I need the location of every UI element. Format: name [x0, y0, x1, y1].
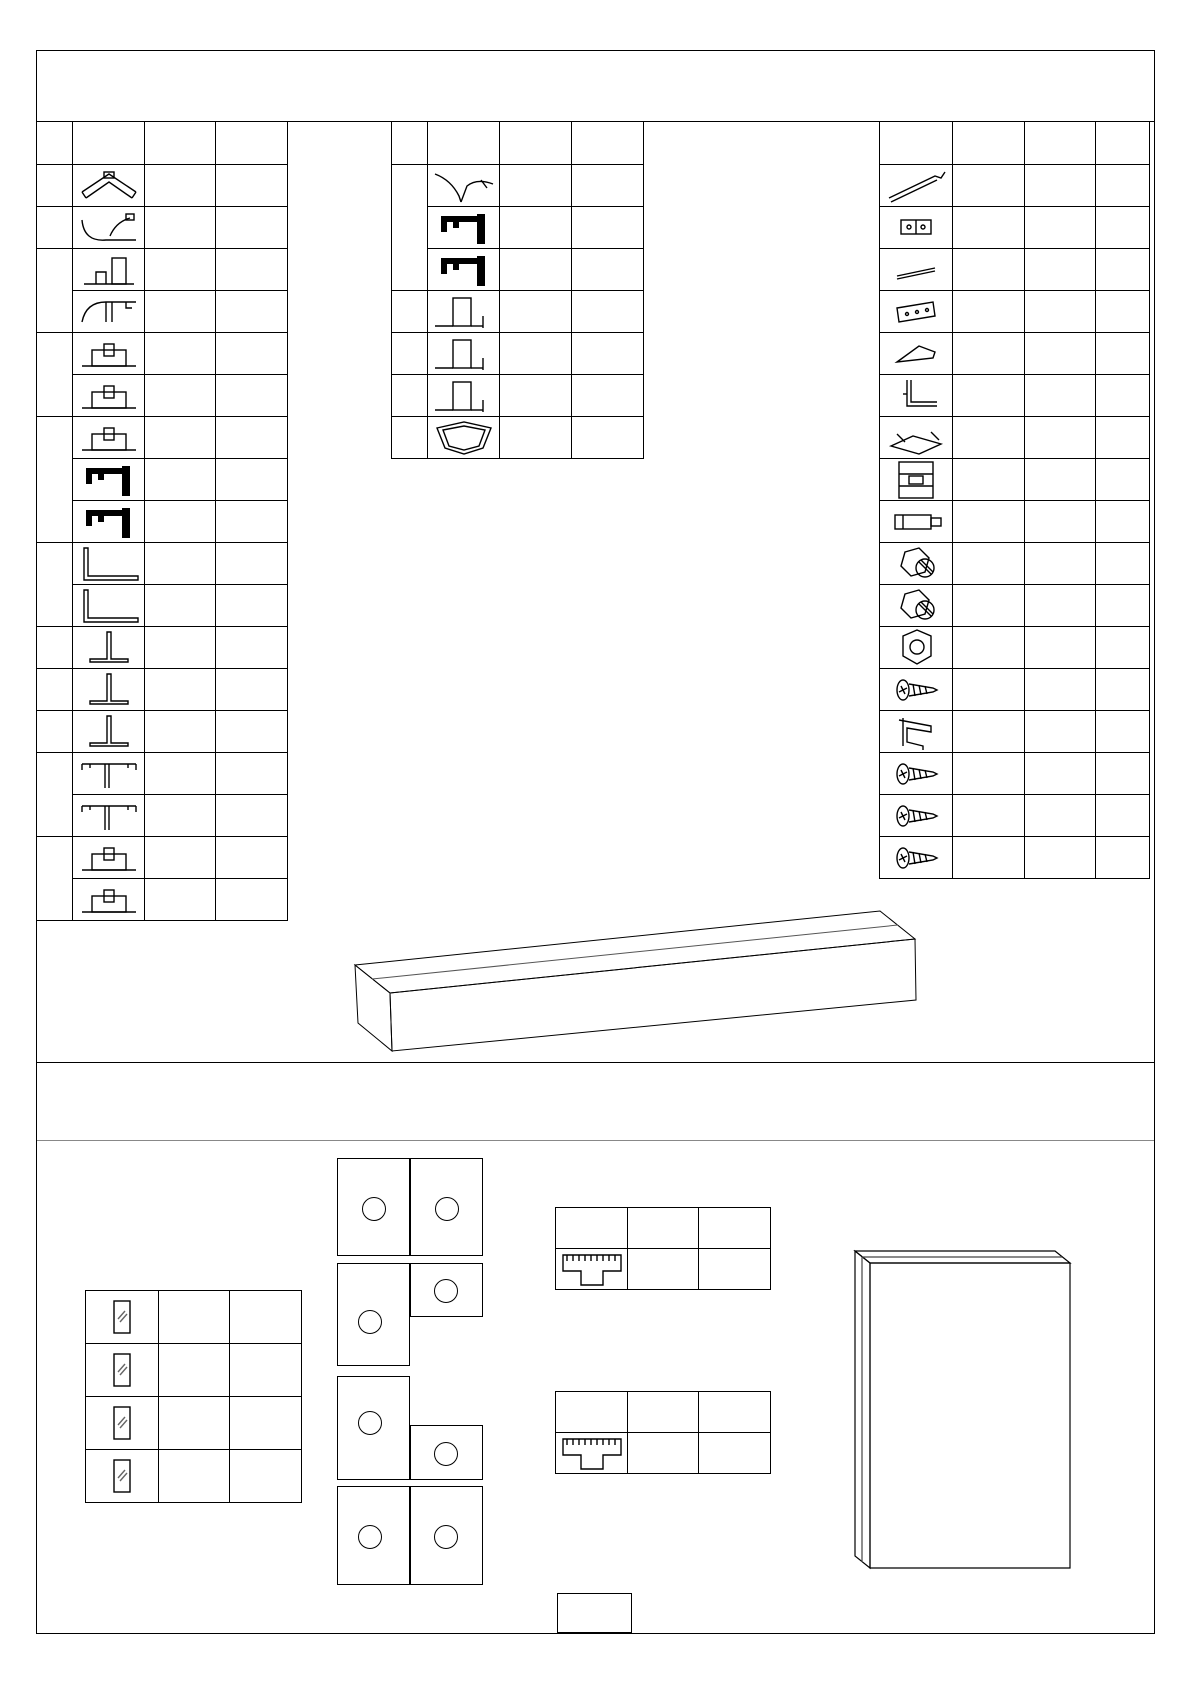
length-cell [216, 543, 288, 585]
spec-cell [953, 249, 1025, 291]
header-cell [628, 1208, 699, 1249]
panel-d2 [410, 1486, 483, 1585]
index-cell [37, 627, 73, 669]
u-channel-profile-icon [428, 334, 499, 374]
table-row [392, 165, 644, 207]
qty-cell [1025, 291, 1096, 333]
header-cell [572, 122, 644, 165]
spec-cell [953, 543, 1025, 585]
length-cell [216, 501, 288, 543]
spec-cell [953, 375, 1025, 417]
gutter-profile-icon [73, 292, 144, 332]
qty-cell [145, 333, 216, 375]
qty-cell [1025, 249, 1096, 291]
brush-seal-profile-icon [428, 208, 499, 248]
screw-icon [880, 796, 952, 836]
table-row [37, 417, 288, 459]
index-cell [37, 837, 73, 921]
table-row [880, 711, 1150, 753]
hardware-table [879, 121, 1150, 879]
index-cell [37, 711, 73, 753]
note-cell [1096, 249, 1150, 291]
spec-cell [953, 165, 1025, 207]
rod-icon [880, 250, 952, 290]
table-row [880, 165, 1150, 207]
panel-c1 [337, 1376, 410, 1480]
h-profile-icon [73, 418, 144, 458]
table-row [880, 249, 1150, 291]
qty-cell [500, 249, 572, 291]
header-cell [1025, 122, 1096, 165]
length-cell [572, 249, 644, 291]
length-cell [572, 333, 644, 375]
qty-cell [1025, 585, 1096, 627]
qty-cell [1025, 165, 1096, 207]
qty-cell [628, 1433, 699, 1474]
qty-cell [230, 1397, 302, 1450]
panel-b1 [337, 1263, 410, 1366]
qty-cell [230, 1450, 302, 1503]
length-cell [216, 585, 288, 627]
qty-cell [1025, 795, 1096, 837]
header-cell [73, 122, 145, 165]
note-cell [1096, 711, 1150, 753]
length-cell [216, 711, 288, 753]
size-cell [159, 1397, 230, 1450]
table-row [880, 207, 1150, 249]
u-channel-profile-icon [428, 292, 499, 332]
qty-cell [145, 795, 216, 837]
qty-cell [145, 543, 216, 585]
table-row [37, 459, 288, 501]
spec-cell [953, 459, 1025, 501]
table-row [880, 585, 1150, 627]
length-cell [216, 837, 288, 879]
note-cell [1096, 165, 1150, 207]
index-cell [37, 669, 73, 711]
panel-circle-marker [358, 1525, 382, 1549]
u-channel-profile-icon [428, 376, 499, 416]
index-cell [37, 207, 73, 249]
index-cell [37, 543, 73, 627]
note-cell [1096, 585, 1150, 627]
note-cell [1096, 543, 1150, 585]
length-cell [699, 1249, 771, 1290]
glass-pane-icon [86, 1350, 158, 1390]
clip-icon [880, 712, 952, 752]
seal-strip-table-a [555, 1207, 771, 1290]
index-cell [37, 165, 73, 207]
angle-profile-icon [73, 586, 144, 626]
flat-panel-package [850, 1245, 1075, 1570]
table-row [37, 375, 288, 417]
glass-pane-icon [86, 1456, 158, 1496]
length-cell [699, 1433, 771, 1474]
qty-cell [500, 165, 572, 207]
qty-cell [1025, 669, 1096, 711]
length-cell [216, 627, 288, 669]
qty-cell [145, 375, 216, 417]
index-cell [392, 165, 428, 291]
note-cell [1096, 291, 1150, 333]
length-cell [572, 207, 644, 249]
table-row [37, 879, 288, 921]
spec-cell [953, 753, 1025, 795]
spec-cell [953, 837, 1025, 879]
qty-cell [145, 879, 216, 921]
header-cell [628, 1392, 699, 1433]
panel-circle-marker [435, 1197, 459, 1221]
spec-cell [953, 501, 1025, 543]
qty-cell [1025, 711, 1096, 753]
table-row [37, 249, 288, 291]
table-row [880, 291, 1150, 333]
t-profile-icon [73, 628, 144, 668]
table-row [37, 837, 288, 879]
note-cell [1096, 207, 1150, 249]
table-row [880, 837, 1150, 879]
table-row [880, 753, 1150, 795]
size-cell [159, 1450, 230, 1503]
qty-cell [1025, 417, 1096, 459]
table-row [880, 669, 1150, 711]
panel-circle-marker [434, 1279, 458, 1303]
hinge-plate-icon [880, 208, 952, 248]
note-cell [1096, 627, 1150, 669]
index-cell [37, 753, 73, 837]
table-row [37, 627, 288, 669]
length-cell [572, 375, 644, 417]
panel-circle-marker [434, 1525, 458, 1549]
header-cell [392, 122, 428, 165]
length-cell [216, 375, 288, 417]
brush-seal-profile-icon [73, 460, 144, 500]
qty-cell [1025, 207, 1096, 249]
spec-cell [953, 291, 1025, 333]
note-cell [1096, 375, 1150, 417]
table-row [37, 795, 288, 837]
table-row [86, 1344, 302, 1397]
note-cell [1096, 753, 1150, 795]
hex-bolt-icon [880, 544, 952, 584]
spec-cell [953, 711, 1025, 753]
qty-cell [230, 1291, 302, 1344]
qty-cell [145, 417, 216, 459]
hex-nut-icon [880, 628, 952, 668]
index-cell [392, 417, 428, 459]
header-cell [428, 122, 500, 165]
header-cell [880, 122, 953, 165]
note-cell [1096, 417, 1150, 459]
index-cell [392, 333, 428, 375]
spec-cell [953, 333, 1025, 375]
angle-profile-icon [73, 544, 144, 584]
header-cell [699, 1392, 771, 1433]
table-row [880, 333, 1150, 375]
length-cell [216, 753, 288, 795]
table-row [880, 627, 1150, 669]
section2-header-divider [37, 1140, 1154, 1141]
screw-icon [880, 670, 952, 710]
brush-seal-profile-icon [73, 502, 144, 542]
panel-circle-marker [358, 1310, 382, 1334]
qty-cell [145, 711, 216, 753]
length-cell [216, 669, 288, 711]
qty-cell [1025, 375, 1096, 417]
qty-cell [145, 501, 216, 543]
note-cell [1096, 837, 1150, 879]
corner-bracket-icon [880, 418, 952, 458]
table-row [86, 1450, 302, 1503]
table-row [880, 501, 1150, 543]
index-cell [37, 417, 73, 543]
panel-circle-marker [358, 1411, 382, 1435]
table-row [37, 291, 288, 333]
table-row [392, 249, 644, 291]
table-row [37, 207, 288, 249]
section-divider [37, 1062, 1154, 1063]
qty-cell [145, 753, 216, 795]
seal-strip-icon [556, 1433, 627, 1473]
header-cell [556, 1208, 628, 1249]
table-row [86, 1397, 302, 1450]
spec-cell [953, 669, 1025, 711]
index-cell [392, 291, 428, 333]
h-profile-icon [73, 880, 144, 920]
qty-cell [1025, 333, 1096, 375]
profiles-table-middle [391, 121, 644, 459]
length-cell [216, 291, 288, 333]
size-cell [159, 1291, 230, 1344]
spec-cell [953, 585, 1025, 627]
clamp-block-icon [880, 460, 952, 500]
header-cell [500, 122, 572, 165]
qty-cell [500, 207, 572, 249]
page-number-box [557, 1593, 632, 1633]
qty-cell [1025, 753, 1096, 795]
table-row [556, 1433, 771, 1474]
qty-cell [145, 249, 216, 291]
glass-pane-icon [86, 1403, 158, 1443]
header-cell [1096, 122, 1150, 165]
table-row [392, 375, 644, 417]
header-cell [37, 122, 73, 165]
table-row [392, 207, 644, 249]
qty-cell [145, 669, 216, 711]
panel-d1 [337, 1486, 410, 1585]
length-cell [572, 291, 644, 333]
table-row [37, 711, 288, 753]
length-cell [216, 795, 288, 837]
section2-header [38, 1064, 1153, 1139]
qty-cell [145, 291, 216, 333]
header-cell [145, 122, 216, 165]
note-cell [1096, 669, 1150, 711]
brush-seal-profile-icon [428, 250, 499, 290]
panel-circle-marker [362, 1197, 386, 1221]
note-cell [1096, 333, 1150, 375]
qty-cell [500, 333, 572, 375]
screw-icon [880, 838, 952, 878]
table-row [880, 417, 1150, 459]
table-row [392, 417, 644, 459]
t-profile-icon [73, 712, 144, 752]
profiles-table-left [36, 121, 288, 921]
h-profile-icon [73, 376, 144, 416]
length-cell [216, 879, 288, 921]
note-cell [1096, 459, 1150, 501]
l-bracket-icon [880, 376, 952, 416]
qty-cell [145, 837, 216, 879]
table-row [392, 291, 644, 333]
table-row [37, 501, 288, 543]
anchor-bolt-icon [880, 502, 952, 542]
index-cell [37, 249, 73, 333]
header-cell [556, 1392, 628, 1433]
bracket-icon [880, 292, 952, 332]
table-row [37, 753, 288, 795]
table-row [880, 543, 1150, 585]
length-cell [216, 165, 288, 207]
brush-t-profile-icon [73, 754, 144, 794]
table-row [880, 459, 1150, 501]
seal-strip-icon [556, 1249, 627, 1289]
table-row [392, 333, 644, 375]
hex-bolt-icon [880, 586, 952, 626]
channel-profile-icon [73, 250, 144, 290]
qty-cell [1025, 501, 1096, 543]
table-row [37, 165, 288, 207]
hexagon-cap-icon [428, 418, 499, 458]
qty-cell [1025, 627, 1096, 669]
qty-cell [145, 207, 216, 249]
index-cell [37, 333, 73, 417]
screw-icon [880, 754, 952, 794]
size-cell [159, 1344, 230, 1397]
glass-panels-table [85, 1290, 302, 1503]
t-profile-icon [73, 670, 144, 710]
header-cell [216, 122, 288, 165]
table-row [37, 585, 288, 627]
note-cell [1096, 795, 1150, 837]
brush-t-profile-icon [73, 796, 144, 836]
top-header [38, 52, 1153, 120]
long-package-box [350, 905, 920, 1055]
ridge-profile-icon [428, 166, 499, 206]
spec-cell [953, 627, 1025, 669]
corner-joint-profile-icon [73, 166, 144, 206]
qty-cell [500, 417, 572, 459]
qty-cell [145, 585, 216, 627]
table-row [556, 1249, 771, 1290]
note-cell [1096, 501, 1150, 543]
panel-a1 [337, 1158, 410, 1256]
table-row [37, 333, 288, 375]
qty-cell [230, 1344, 302, 1397]
qty-cell [500, 291, 572, 333]
qty-cell [145, 459, 216, 501]
h-profile-icon [73, 334, 144, 374]
table-row [880, 375, 1150, 417]
length-cell [216, 459, 288, 501]
panel-circle-marker [434, 1442, 458, 1466]
qty-cell [145, 627, 216, 669]
length-cell [216, 249, 288, 291]
table-row [880, 795, 1150, 837]
length-cell [216, 417, 288, 459]
header-cell [953, 122, 1025, 165]
spec-cell [953, 417, 1025, 459]
index-cell [392, 375, 428, 417]
table-row [86, 1291, 302, 1344]
screwdriver-icon [880, 166, 952, 206]
panel-c2 [410, 1425, 483, 1480]
length-cell [216, 207, 288, 249]
h-profile-icon [73, 838, 144, 878]
seal-strip-table-b [555, 1391, 771, 1474]
spec-cell [953, 795, 1025, 837]
qty-cell [1025, 459, 1096, 501]
qty-cell [628, 1249, 699, 1290]
qty-cell [500, 375, 572, 417]
curved-profile-icon [73, 208, 144, 248]
qty-cell [1025, 837, 1096, 879]
qty-cell [1025, 543, 1096, 585]
length-cell [572, 417, 644, 459]
table-row [37, 669, 288, 711]
header-cell [699, 1208, 771, 1249]
spec-cell [953, 207, 1025, 249]
wedge-icon [880, 334, 952, 374]
length-cell [572, 165, 644, 207]
panel-a2 [410, 1158, 483, 1256]
glass-pane-icon [86, 1297, 158, 1337]
table-row [37, 543, 288, 585]
panel-b2 [410, 1263, 483, 1317]
length-cell [216, 333, 288, 375]
qty-cell [145, 165, 216, 207]
